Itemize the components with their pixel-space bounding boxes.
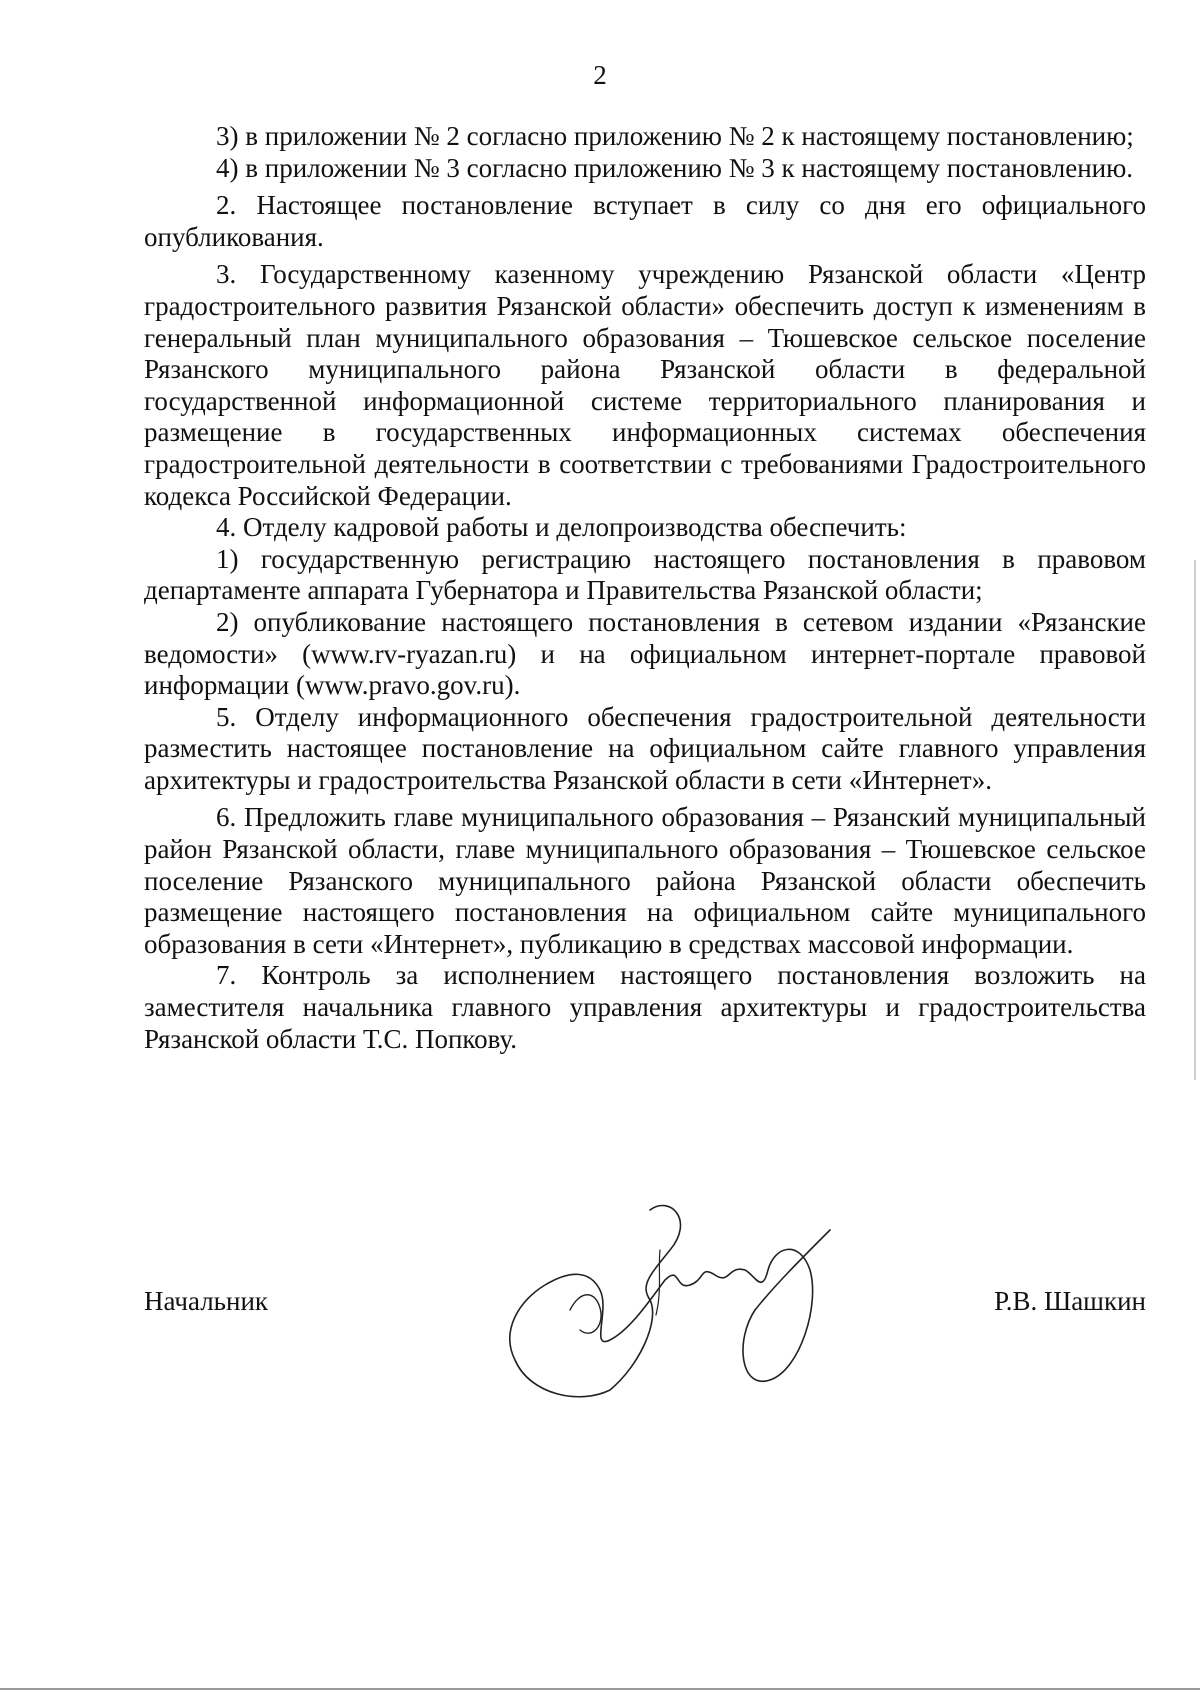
paragraph-4-item-1: 1) государственную регистрацию настоящего постановления в правовом департаменте аппарата Губернатора и Правительства Рязанской области; bbox=[144, 543, 1146, 606]
paragraph-4-item-2: 2) опубликование настоящего постановления в сетевом издании «Рязанские ведомости» (www.rv-ryazan.ru) и на официальном интернет-портале правовой информации (www.pravo.gov.ru). bbox=[144, 606, 1146, 701]
page-bottom-edge bbox=[0, 1688, 1200, 1690]
scan-edge-line bbox=[1194, 560, 1196, 1080]
paragraph-6: 6. Предложить главе муниципального образования – Рязанский муниципальный район Рязанской области, главе муниципального образования – Тюшевское сельское поселение Рязанского муниципального района Рязанской области обеспечить размещение настоящего постановления на официальном сайте муниципального образования в сети «Интернет», публикацию в средствах массовой информации. bbox=[144, 802, 1146, 959]
paragraph-2: 2. Настоящее постановление вступает в силу со дня его официального опубликования. bbox=[144, 190, 1146, 252]
document-body bbox=[144, 121, 1146, 1055]
signatory-title: Начальник bbox=[144, 1286, 269, 1316]
paragraph-4: 4. Отделу кадровой работы и делопроизводства обеспечить: bbox=[216, 512, 907, 543]
signatory-name: Р.В. Шашкин bbox=[994, 1286, 1146, 1316]
paragraph-item-3: 3) в приложении № 2 согласно приложению № 2 к настоящему постановлению; bbox=[216, 121, 1134, 151]
paragraph-3: 3. Государственному казенному учреждению Рязанской области «Центр градостроительного развития Рязанской области» обеспечить доступ к изменениям в генеральный план муниципального образования – Тюшевское сельское поселение Рязанского муниципального района Рязанской области в федеральной государственной информационной системе территориального планирования и размещение в государственных информационных системах обеспечения градостроительной деятельности в соответствии с требованиями Градостроительного кодекса Российской Федерации. bbox=[144, 259, 1146, 511]
paragraph-item-4: 4) в приложении № 3 согласно приложению № 3 к настоящему постановлению. bbox=[216, 152, 1134, 183]
page-number: 2 bbox=[593, 60, 607, 90]
paragraph-7: 7. Контроль за исполнением настоящего постановления возложить на заместителя начальника главного управления архитектуры и градостроительства Рязанской области Т.С. Попкову. bbox=[144, 960, 1146, 1054]
paragraph-5: 5. Отделу информационного обеспечения градостроительной деятельности разместить настоящее постановление на официальном сайте главного управления архитектуры и градостроительства Рязанской области в сети «Интернет». bbox=[144, 701, 1146, 795]
signature-block bbox=[144, 1286, 1146, 1326]
